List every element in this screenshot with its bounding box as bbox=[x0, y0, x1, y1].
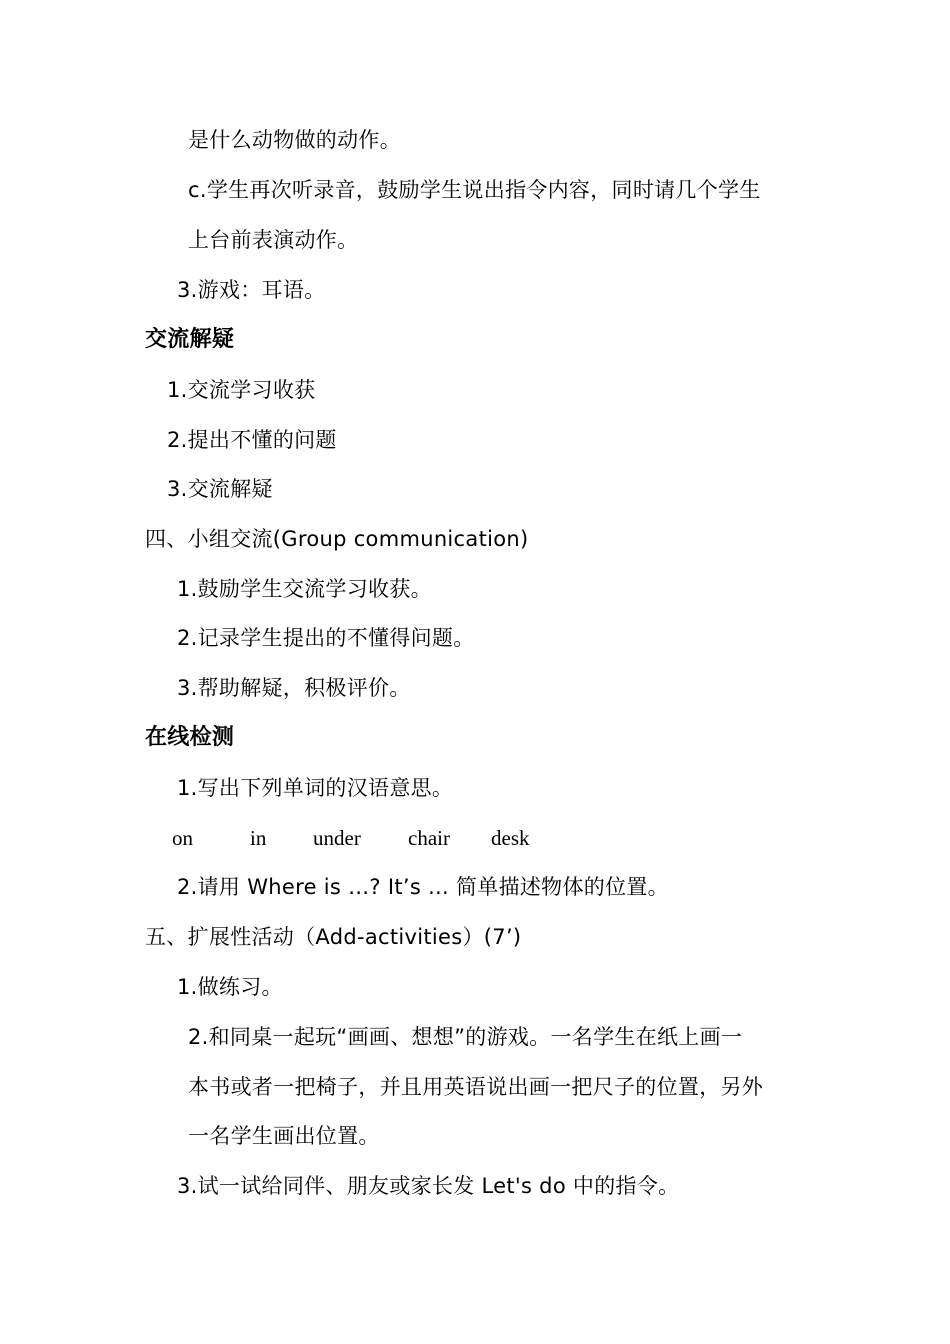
text-line: 2.提出不懂的问题 bbox=[167, 428, 337, 452]
word: on bbox=[172, 826, 193, 850]
section-heading: 交流解疑 bbox=[145, 327, 235, 352]
section-heading: 在线检测 bbox=[145, 725, 235, 750]
text-line: 3.帮助解疑，积极评价。 bbox=[177, 676, 411, 700]
text-line: 3.游戏：耳语。 bbox=[177, 278, 326, 302]
text-line: 1.写出下列单词的汉语意思。 bbox=[177, 776, 454, 800]
text-line: 是什么动物做的动作。 bbox=[188, 128, 401, 152]
section-heading: 五、扩展性活动（Add-activities）(7’) bbox=[145, 925, 522, 949]
text-line: 1.鼓励学生交流学习收获。 bbox=[177, 577, 432, 601]
text-line: c.学生再次听录音，鼓励学生说出指令内容，同时请几个学生 bbox=[188, 178, 761, 202]
text-line: 2.和同桌一起玩“画画、想想”的游戏。一名学生在纸上画一 bbox=[188, 1025, 743, 1049]
word: desk bbox=[491, 826, 530, 850]
text-line: 本书或者一把椅子，并且用英语说出画一把尺子的位置，另外 bbox=[188, 1075, 764, 1099]
text-line: 上台前表演动作。 bbox=[188, 228, 359, 252]
text-line: 1.交流学习收获 bbox=[167, 378, 316, 402]
word: under bbox=[313, 826, 361, 850]
word: in bbox=[250, 826, 267, 850]
text-line: 1.做练习。 bbox=[177, 975, 283, 999]
text-line: 2.请用 Where is …? It’s ... 简单描述物体的位置。 bbox=[177, 875, 669, 899]
text-line: 一名学生画出位置。 bbox=[188, 1124, 380, 1148]
section-heading: 四、小组交流(Group communication) bbox=[145, 527, 529, 551]
text-line: 2.记录学生提出的不懂得问题。 bbox=[177, 626, 475, 650]
text-line: 3.交流解疑 bbox=[167, 477, 273, 501]
text-line: 3.试一试给同伴、朋友或家长发 Let's do 中的指令。 bbox=[177, 1174, 680, 1198]
word: chair bbox=[408, 826, 450, 850]
